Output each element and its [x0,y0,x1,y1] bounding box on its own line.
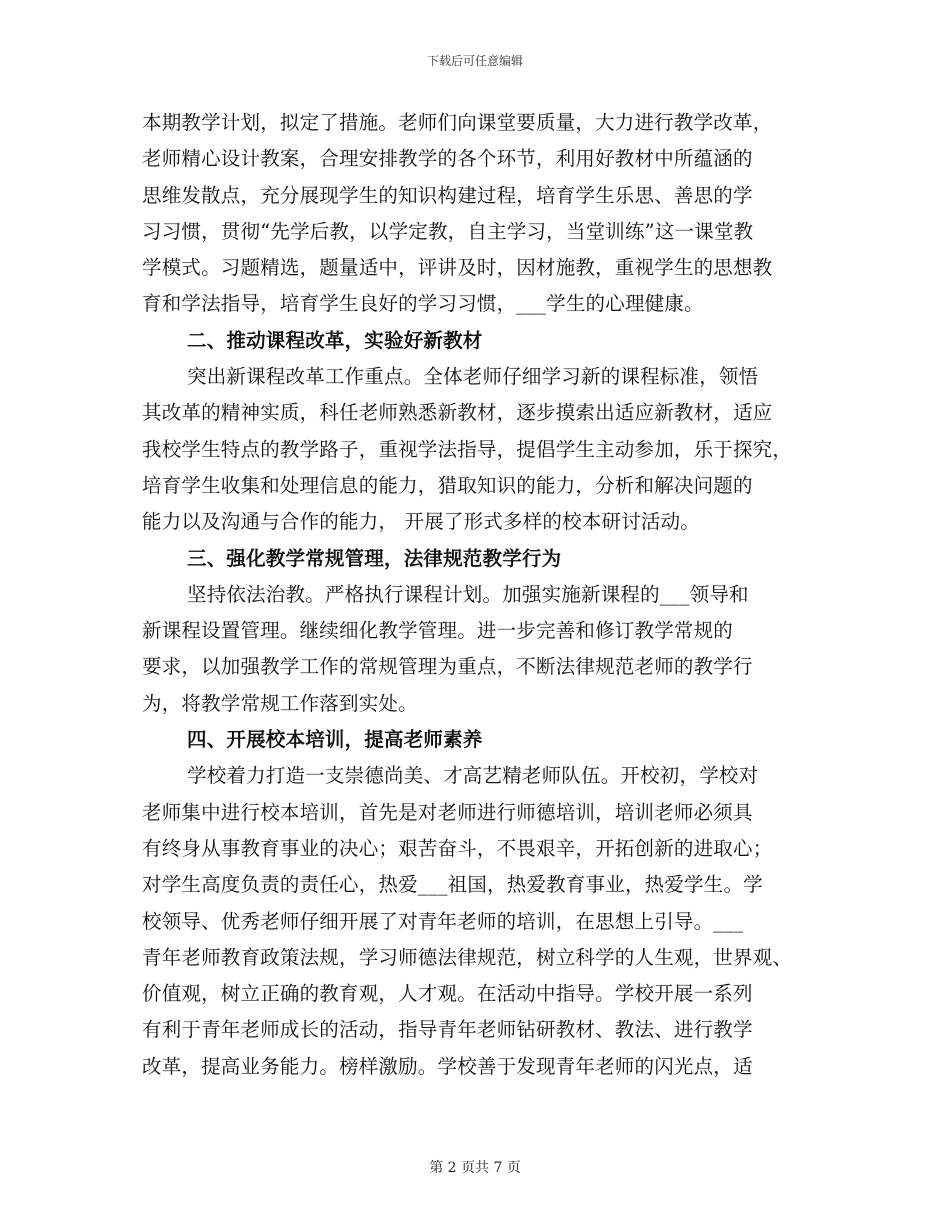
text-line: 习习惯，贯彻“先学后教，以学定教，自主学习，当堂训练”这一课堂教 [142,219,754,243]
text-line: 新课程设置管理。继续细化教学管理。进一步完善和修订教学常规的 [142,619,734,643]
text-line: 育和学法指导，培育学生良好的学习习惯，___学生的心理健康。 [142,292,704,316]
page-footer: 第 2 页共 7 页 [429,1160,521,1176]
section-heading: 三、强化教学常规管理，法律规范教学行为 [187,546,562,570]
text-line: 学模式。习题精选，题量适中，评讲及时，因材施教，重视学生的思想教 [142,256,773,280]
text-line: 价值观，树立正确的教育观，人才观。在活动中指导。学校开展一系列 [142,982,753,1006]
paragraph-first-line: 突出新课程改革工作重点。全体老师仔细学习新的课程标准，领悟 [187,365,759,389]
text-line: 对学生高度负责的责任心，热爱___祖国，热爱教育事业，热爱学生。学 [142,873,763,897]
page-header: 下载后可任意编辑 [426,54,523,68]
text-line: 有终身从事教育事业的决心；艰苦奋斗，不畏艰辛，开拓创新的进取心； [142,836,773,860]
text-line: 老师精心设计教案，合理安排教学的各个环节，利用好教材中所蕴涵的 [142,147,753,171]
text-line: 培育学生收集和处理信息的能力，猎取知识的能力，分析和解决问题的 [142,473,753,497]
paragraph-first-line: 学校着力打造一支崇德尚美、才高艺精老师队伍。开校初，学校对 [187,764,759,788]
text-line: 本期教学计划，拟定了措施。老师们向课堂要质量，大力进行教学改革， [142,111,773,134]
text-line: 有利于青年老师成长的活动，指导青年老师钻研教材、教法、进行教学 [142,1018,753,1042]
text-line: 改革，提高业务能力。榜样激励。学校善于发现青年老师的闪光点，适 [142,1054,753,1078]
text-line: 为，将教学常规工作落到实处。 [142,691,418,715]
text-line: 我校学生特点的教学路子，重视学法指导，提倡学生主动参加，乐于探究， [142,437,793,461]
text-line: 要求，以加强教学工作的常规管理为重点，不断法律规范老师的教学行 [142,655,753,679]
text-line: 青年老师教育政策法规，学习师德法律规范，树立科学的人生观，世界观、 [142,945,793,969]
text-line: 能力以及沟通与合作的能力， 开展了形式多样的校本研讨活动。 [142,510,700,534]
text-line: 老师集中进行校本培训，首先是对老师进行师德培训，培训老师必须具 [142,800,753,824]
paragraph-first-line: 坚持依法治教。严格执行课程计划。加强实施新课程的___领导和 [187,582,749,606]
section-heading: 四、开展校本培训，提高老师素养 [187,728,483,752]
text-line: 校领导、优秀老师仔细开展了对青年老师的培训，在思想上引导。___ [142,909,744,933]
section-heading: 二、推动课程改革，实验好新教材 [187,328,483,352]
text-line: 思维发散点，充分展现学生的知识构建过程，培育学生乐思、善思的学 [142,183,753,207]
document-body [142,105,812,1085]
text-line: 其改革的精神实质，科任老师熟悉新教材，逐步摸索出适应新教材，适应 [142,401,773,425]
